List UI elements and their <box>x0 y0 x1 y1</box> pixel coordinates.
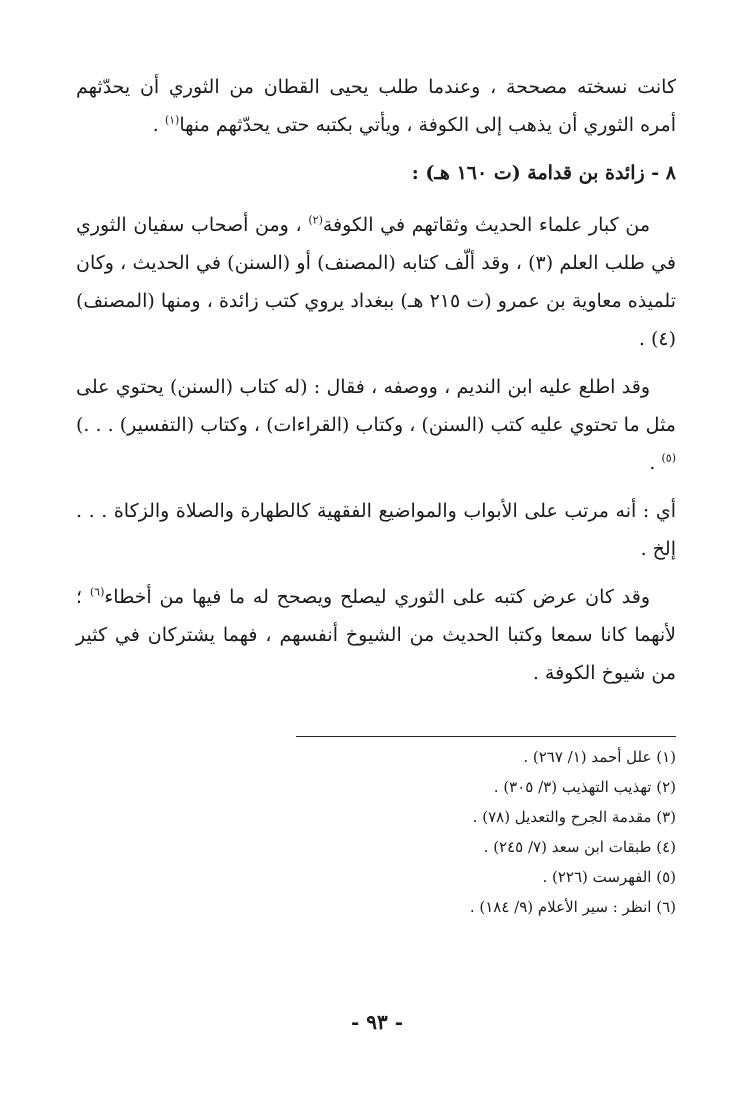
footnote-3: (٣) مقدمة الجرح والتعديل (٧٨) . <box>472 808 676 826</box>
footnote-separator <box>296 736 676 737</box>
footnote-ref-5: (٥) <box>661 451 676 465</box>
paragraph-2: من كبار علماء الحديث وثقاتهم في الكوفة$^{(٢)}$ ، ومن أصحاب سفيان الثوري في طلب العلم (٣) ، وقد ألّف كتابه (المصنف) أو (السنن) في الحديث ، وكان تلميذه معاوية بن عمرو (ت ٢١٥ هـ) ببغداد يروي كتب زائدة ، ومنها (المصنف)(٤) . <box>76 213 677 350</box>
footnotes <box>76 742 676 922</box>
paragraph-1: كانت نسخته مصححة ، وعندما طلب يحيى القطان من الثوري أن يحدّثهم أمره الثوري أن يذهب إلى الكوفة ، ويأتي بكتبه حتى يحدّثهم منها$^{(١)}$ . <box>76 76 676 136</box>
footnote-ref-2: (٢) <box>308 213 323 227</box>
footnote-1: (١) علل أحمد (١/ ٢٦٧) . <box>523 748 676 766</box>
footnote-ref-1: (١) <box>164 113 180 127</box>
main-text <box>76 68 676 702</box>
paragraph-5: وقد كان عرض كتبه على الثوري ليصلح ويصحح له ما فيها من أخطاء$^{(٦)}$ ؛ لأنهما كانا سمعا وكتبا الحديث من الشيوخ أنفسهم ، فهما يشتركان في كثير من شيوخ الكوفة . <box>76 585 676 684</box>
footnote-2: (٢) تهذيب التهذيب (٣/ ٣٠٥) . <box>493 778 676 796</box>
footnote-ref-6: (٦) <box>89 585 105 599</box>
page-number: - ٩٣ - <box>350 1010 403 1034</box>
paragraph-3: وقد اطلع عليه ابن النديم ، ووصفه ، فقال : (له كتاب (السنن) يحتوي على مثل ما تحتوي عليه كتب (السنن) ، وكتاب (القراءات) ، وكتاب (التفسير) . . .)$^{(٥)}$ . <box>76 376 676 474</box>
paragraph-4: أي : أنه مرتب على الأبواب والمواضيع الفقهية كالطهارة والصلاة والزكاة . . . إلخ . <box>76 500 676 560</box>
footnote-6: (٦) انظر : سير الأعلام (٩/ ١٨٤) . <box>469 898 676 916</box>
footnote-4: (٤) طبقات ابن سعد (٧/ ٢٤٥) . <box>483 838 676 856</box>
section-heading: ٨ - زائدة بن قدامة (ت ١٦٠ هـ) : <box>411 162 676 184</box>
footnote-5: (٥) الفهرست (٢٢٦) . <box>542 868 676 886</box>
